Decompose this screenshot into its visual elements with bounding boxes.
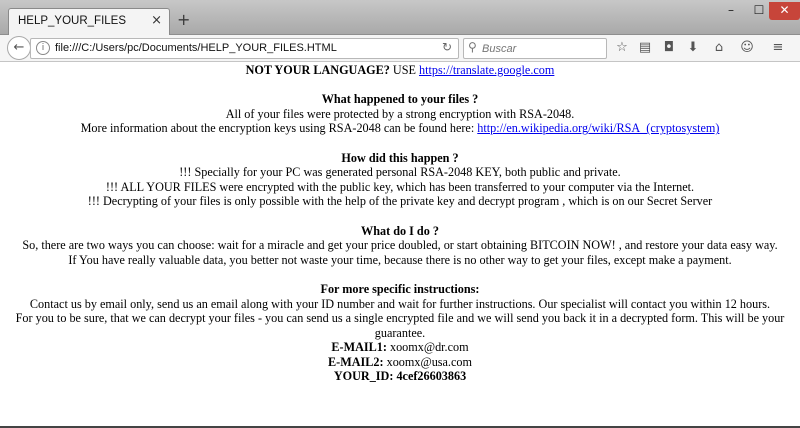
- text-do-1: So, there are two ways you can choose: wait for a miracle and get your price doubled, or start obtaining BITCOIN NOW! , and restore your data easy way.: [22, 238, 778, 253]
- hamburger-menu-icon[interactable]: ≡: [772, 40, 784, 55]
- title-bar: [0, 0, 800, 35]
- back-button[interactable]: [7, 36, 31, 60]
- address-bar[interactable]: [30, 38, 459, 59]
- reload-icon[interactable]: ↻: [441, 40, 452, 54]
- text-what-1: All of your files were protected by a strong encryption with RSA-2048.: [225, 106, 575, 121]
- email1-label: E-MAIL1:: [331, 340, 387, 355]
- tab-close-icon[interactable]: ×: [151, 13, 162, 28]
- new-tab-button[interactable]: +: [177, 10, 191, 29]
- id-line: [0, 369, 800, 384]
- arrow-left-icon: ←: [13, 40, 25, 55]
- language-heading: NOT YOUR LANGUAGE?: [245, 63, 390, 77]
- pocket-icon[interactable]: ◘: [663, 40, 675, 55]
- star-icon[interactable]: ☆: [616, 40, 628, 55]
- text-how-2: !!! ALL YOUR FILES were encrypted with the public key, which has been transferred to your computer via the Internet.: [105, 179, 695, 194]
- minimize-button[interactable]: –: [728, 3, 734, 17]
- text-more-2: For you to be sure, that we can decrypt your files - you can send us a single encrypted file and we will send you back it in a decrypted form. This will be your guarantee.: [15, 311, 785, 340]
- search-input[interactable]: [482, 41, 602, 56]
- search-icon: ⚲: [468, 40, 477, 54]
- email1-line: [0, 340, 800, 355]
- translate-link[interactable]: https://translate.google.com: [418, 63, 555, 77]
- id-value: 4cef26603863: [393, 369, 467, 384]
- language-use-text: USE: [389, 63, 419, 77]
- maximize-button[interactable]: ☐: [753, 3, 765, 17]
- tab-help-your-files[interactable]: [8, 8, 170, 36]
- download-icon[interactable]: ⬇: [687, 40, 699, 55]
- email2-label: E-MAIL2:: [328, 354, 384, 369]
- url-text[interactable]: file:///C:/Users/pc/Documents/HELP_YOUR_FILES.HTML: [55, 42, 337, 54]
- navigation-toolbar: [0, 35, 800, 62]
- heading-what-do: What do I do ?: [361, 223, 439, 238]
- tab-title: HELP_YOUR_FILES: [18, 15, 127, 27]
- email2-line: [0, 355, 800, 370]
- email2-value: xoomx@usa.com: [383, 354, 472, 369]
- info-icon[interactable]: i: [36, 41, 50, 55]
- clipboard-icon[interactable]: ▤: [638, 40, 652, 55]
- search-bar[interactable]: [463, 38, 607, 59]
- id-label: YOUR_ID:: [333, 369, 394, 384]
- text-do-2: If You have really valuable data, you better not waste your time, because there is no other way to get your files, except make a payment.: [68, 252, 732, 267]
- heading-how-happen: How did this happen ?: [341, 150, 459, 165]
- text-how-3: !!! Decrypting of your files is only possible with the help of the private key and decrypt program , which is on our Secret Server: [87, 194, 713, 209]
- home-icon[interactable]: ⌂: [714, 40, 724, 55]
- email1-value: xoomx@dr.com: [386, 340, 469, 355]
- page-content: [0, 63, 800, 426]
- wikipedia-link[interactable]: http://en.wikipedia.org/wiki/RSA_(cryptosystem): [477, 121, 720, 136]
- text-what-2-line: [0, 121, 800, 136]
- text-more-1: Contact us by email only, send us an email along with your ID number and wait for further instructions. Our specialist will contact you within 12 hours.: [29, 296, 771, 311]
- text-how-1: !!! Specially for your PC was generated personal RSA-2048 KEY, both public and private.: [179, 165, 621, 180]
- text-what-2: More information about the encryption keys using RSA-2048 can be found here:: [80, 121, 478, 136]
- heading-instructions: For more specific instructions:: [320, 281, 480, 296]
- chat-icon[interactable]: ☺: [740, 40, 754, 55]
- heading-what-happened: What happened to your files ?: [321, 92, 479, 107]
- close-window-button[interactable]: ✕: [769, 2, 800, 20]
- language-line: [0, 63, 800, 78]
